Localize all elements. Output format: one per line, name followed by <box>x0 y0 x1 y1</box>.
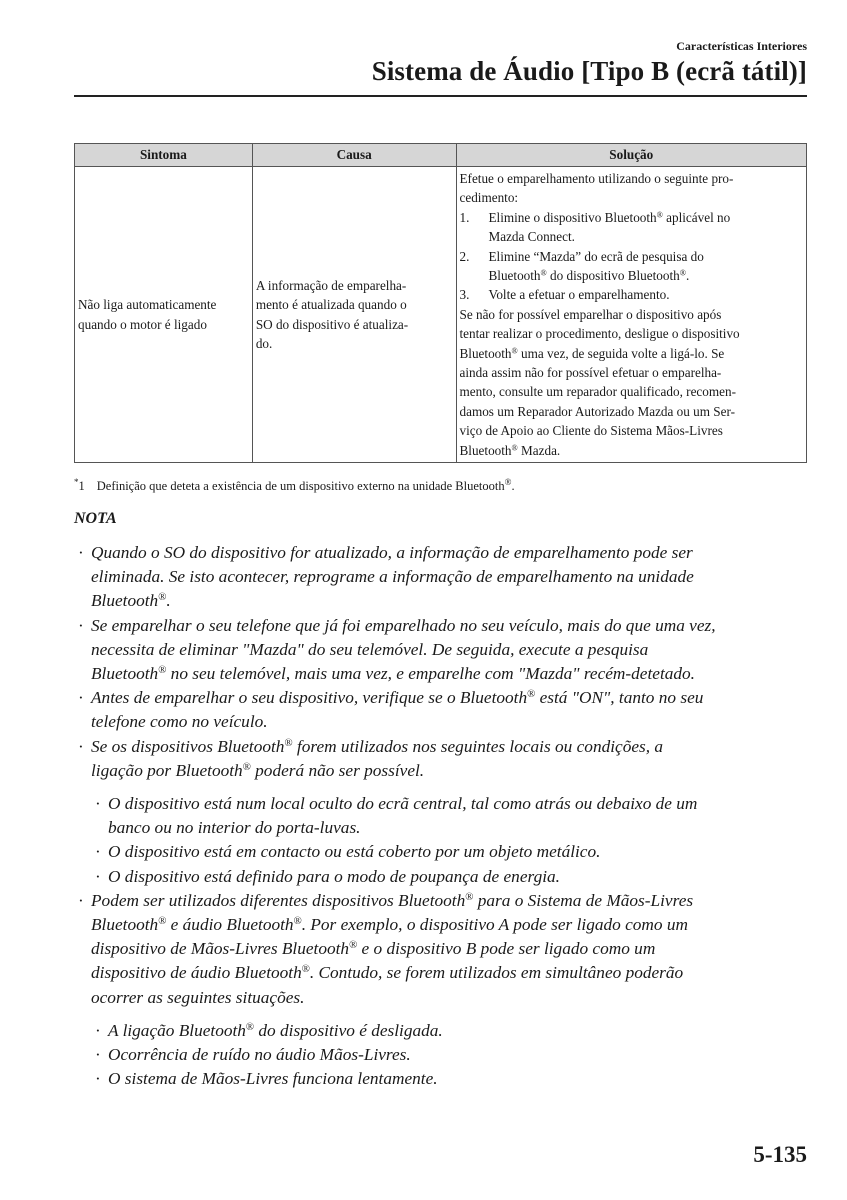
table-header-row <box>75 144 807 167</box>
symptom-cell <box>75 167 253 463</box>
bullet-icon: · <box>95 794 101 814</box>
cause-cell <box>252 167 456 463</box>
note-item: · Se os dispositivos Bluetooth® forem utilizados nos seguintes locais ou condições, a ligação por Bluetooth® poderá não ser possível. <box>78 736 664 780</box>
table-row <box>75 167 807 463</box>
cause-line: mento é atualizada quando o <box>255 297 407 313</box>
header-rule <box>74 95 807 97</box>
note-subitem: · O dispositivo está definido para o modo de poupança de energia. <box>91 865 812 889</box>
step-number: 1. <box>459 209 470 225</box>
cause-line: do. <box>255 335 273 351</box>
step-text: Elimine “Mazda” do ecrã de pesquisa do Bluetooth® do dispositivo Bluetooth®. <box>488 248 704 284</box>
bullet-icon: · <box>78 543 84 562</box>
solution-step-2 <box>460 247 804 286</box>
note-subitem: · Ocorrência de ruído no áudio Mãos-Livres. <box>91 1043 812 1067</box>
header-cause: Causa <box>252 144 456 167</box>
bullet-icon: · <box>95 1069 101 1089</box>
solution-step-1 <box>460 208 804 247</box>
step-number: 2. <box>459 248 470 264</box>
symptom-line: Não liga automaticamente <box>78 297 217 313</box>
footnote-text: Definição que deteta a existência de um dispositivo externo na unidade Bluetooth®. <box>96 477 515 493</box>
note-list <box>74 541 812 1095</box>
bullet-icon: · <box>95 1020 101 1040</box>
note-item: · Quando o SO do dispositivo for atualizado, a informação de emparelhamento pode ser eliminada. Se isto acontecer, reprograme a informação de emparelhamento na unidade Bluetooth®. <box>78 543 694 611</box>
note-heading: NOTA <box>74 510 117 527</box>
note-sublist <box>74 1019 812 1092</box>
symptom-line: quando o motor é ligado <box>78 316 207 332</box>
page-title: Sistema de Áudio [Tipo B (ecrã tátil)] <box>371 56 807 86</box>
cause-line: SO do dispositivo é atualiza- <box>255 316 409 332</box>
bullet-icon: · <box>95 1045 101 1065</box>
note-subitem: · O dispositivo está num local oculto do ecrã central, tal como atrás ou debaixo de um banco ou no interior do porta-luvas. <box>95 794 698 838</box>
note-sublist <box>74 792 812 889</box>
bullet-icon: · <box>78 688 84 708</box>
bullet-icon: · <box>78 615 84 635</box>
step-number: 3. <box>459 287 470 303</box>
note-subitem: · A ligação Bluetooth® do dispositivo é desligada. <box>91 1019 812 1043</box>
step-text: Volte a efetuar o emparelhamento. <box>488 287 670 303</box>
solution-outro: Se não for possível emparelhar o dispositivo após tentar realizar o procedimento, desligue o dispositivo Bluetooth® uma vez, de seguida volte a ligá-lo. Se ainda assim não for possível efetuar o emparelha- mento, consulte um reparador qualificado, recomen- damos um Reparador Autorizado Mazda ou um Ser- viço de Apoio ao Cliente do Sistema Mãos-Livres Bluetooth® Mazda. <box>459 306 740 458</box>
page-number: 5-135 <box>753 1142 807 1167</box>
bullet-icon: · <box>95 842 101 862</box>
solution-cell <box>456 167 807 463</box>
note-subitem: · O dispositivo está em contacto ou está coberto por um objeto metálico. <box>91 840 812 864</box>
note-item: · Podem ser utilizados diferentes dispositivos Bluetooth® para o Sistema de Mãos-Livres Bluetooth® e áudio Bluetooth®. Por exemplo, o dispositivo A pode ser ligado como um dispositivo de Mãos-Livres Bluetooth® e o dispositivo B pode ser ligado como um dispositivo de áudio Bluetooth®. Contudo, se forem utilizados em simultâneo poderão ocorrer as seguintes situações. <box>78 890 694 1007</box>
footnote-mark: * <box>74 477 79 488</box>
solution-intro: cedimento: <box>459 190 519 206</box>
footnote <box>74 479 515 494</box>
bullet-icon: · <box>78 736 84 756</box>
troubleshooting-table <box>74 143 807 463</box>
section-header: Características Interiores <box>676 39 807 53</box>
bullet-icon: · <box>95 866 101 886</box>
note-item: · Antes de emparelhar o seu dispositivo, verifique se o Bluetooth® está "ON", tanto no seu telefone como no veículo. <box>78 688 704 732</box>
note-item: · Se emparelhar o seu telefone que já foi emparelhado no seu veículo, mais do que uma vez, necessita de eliminar "Mazda" do seu telemóvel. De seguida, execute a pesquisa Bluetooth® no seu telemóvel, mais uma vez, e emparelhe com "Mazda" recém-detetado. <box>78 615 716 684</box>
header-solution: Solução <box>456 144 807 167</box>
solution-intro: Efetue o emparelhamento utilizando o seguinte pro- <box>459 171 734 186</box>
bullet-icon: · <box>78 890 84 910</box>
header-symptom: Sintoma <box>75 144 253 167</box>
footnote-number: 1 <box>78 479 85 493</box>
solution-step-3 <box>460 285 804 304</box>
step-text: Elimine o dispositivo Bluetooth® aplicável no Mazda Connect. <box>488 209 731 245</box>
note-subitem: · O sistema de Mãos-Livres funciona lentamente. <box>91 1067 812 1091</box>
cause-line: A informação de emparelha- <box>255 277 407 293</box>
